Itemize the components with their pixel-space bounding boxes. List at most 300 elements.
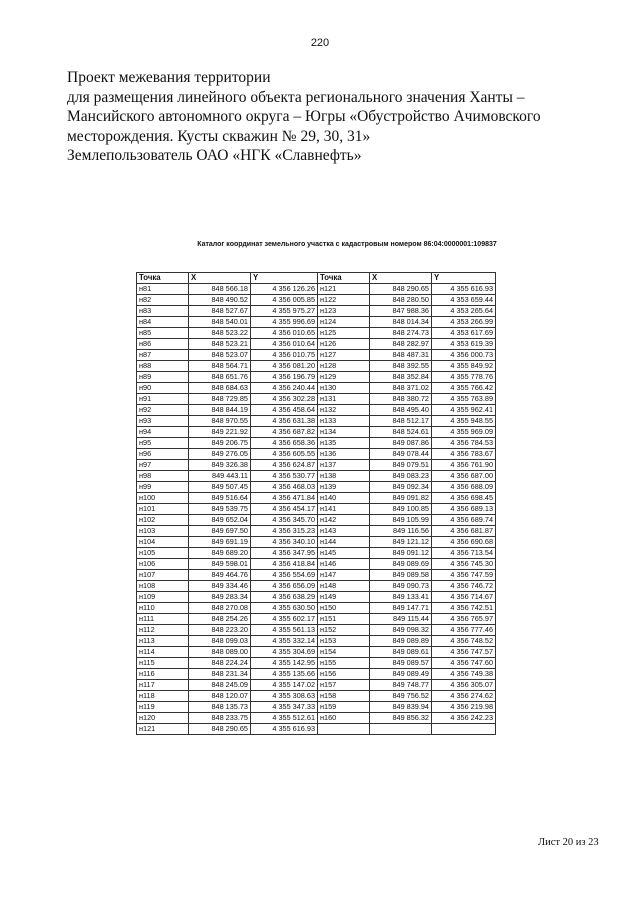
- title-line: Землепользователь ОАО «НГК «Славнефть»: [67, 147, 362, 164]
- left-y-cell: 4 356 638.29: [251, 592, 318, 603]
- table-row: [137, 317, 496, 328]
- right-point-cell: н130: [318, 383, 370, 394]
- left-point-cell: н120: [137, 713, 189, 724]
- left-point-cell: н108: [137, 581, 189, 592]
- right-y-cell: 4 356 274.62: [432, 691, 496, 702]
- table-row: [137, 548, 496, 559]
- title-line: месторождения. Кусты скважин № 29, 30, 31»: [67, 127, 371, 145]
- left-x-cell: 849 443.11: [189, 471, 251, 482]
- right-y-cell: 4 356 690.68: [432, 537, 496, 548]
- right-y-cell: [432, 724, 496, 735]
- right-x-cell: 849 121.12: [370, 537, 432, 548]
- left-y-cell: 4 355 975.27: [251, 306, 318, 317]
- right-point-cell: н127: [318, 350, 370, 361]
- left-y-cell: 4 355 332.14: [251, 636, 318, 647]
- table-row: [137, 658, 496, 669]
- left-y-cell: 4 355 602.17: [251, 614, 318, 625]
- left-point-cell: н119: [137, 702, 189, 713]
- header-point: Точка: [137, 273, 189, 284]
- left-x-cell: 849 221.92: [189, 427, 251, 438]
- left-point-cell: н84: [137, 317, 189, 328]
- left-point-cell: н117: [137, 680, 189, 691]
- left-point-cell: н83: [137, 306, 189, 317]
- table-row: [137, 504, 496, 515]
- left-y-cell: 4 355 347.33: [251, 702, 318, 713]
- table-row: [137, 636, 496, 647]
- left-point-cell: н91: [137, 394, 189, 405]
- right-x-cell: 849 089.89: [370, 636, 432, 647]
- right-point-cell: н134: [318, 427, 370, 438]
- right-point-cell: н157: [318, 680, 370, 691]
- left-x-cell: 849 283.34: [189, 592, 251, 603]
- right-y-cell: 4 356 747.59: [432, 570, 496, 581]
- left-x-cell: 848 684.63: [189, 383, 251, 394]
- left-x-cell: 849 697.50: [189, 526, 251, 537]
- right-x-cell: 849 089.58: [370, 570, 432, 581]
- right-y-cell: 4 356 746.72: [432, 581, 496, 592]
- right-y-cell: 4 353 617.69: [432, 328, 496, 339]
- right-x-cell: 848 512.17: [370, 416, 432, 427]
- left-point-cell: н113: [137, 636, 189, 647]
- coordinates-table: [136, 272, 496, 735]
- left-point-cell: н109: [137, 592, 189, 603]
- left-x-cell: 848 729.85: [189, 394, 251, 405]
- right-x-cell: 849 856.32: [370, 713, 432, 724]
- table-row: [137, 460, 496, 471]
- left-y-cell: 4 356 010.65: [251, 328, 318, 339]
- left-y-cell: 4 356 468.03: [251, 482, 318, 493]
- header-point: Точка: [318, 273, 370, 284]
- right-point-cell: н159: [318, 702, 370, 713]
- left-y-cell: 4 356 302.28: [251, 394, 318, 405]
- table-row: [137, 647, 496, 658]
- left-x-cell: 848 566.18: [189, 284, 251, 295]
- right-x-cell: 848 392.55: [370, 361, 432, 372]
- header-x: X: [370, 273, 432, 284]
- left-point-cell: н89: [137, 372, 189, 383]
- right-y-cell: 4 355 962.41: [432, 405, 496, 416]
- right-x-cell: 849 756.52: [370, 691, 432, 702]
- left-y-cell: 4 355 630.50: [251, 603, 318, 614]
- left-x-cell: 848 245.09: [189, 680, 251, 691]
- right-point-cell: н147: [318, 570, 370, 581]
- left-x-cell: 848 231.34: [189, 669, 251, 680]
- right-y-cell: 4 353 619.39: [432, 339, 496, 350]
- table-row: [137, 680, 496, 691]
- left-point-cell: н114: [137, 647, 189, 658]
- right-x-cell: 849 089.69: [370, 559, 432, 570]
- right-y-cell: 4 356 777.46: [432, 625, 496, 636]
- right-point-cell: н140: [318, 493, 370, 504]
- left-point-cell: н88: [137, 361, 189, 372]
- right-point-cell: н153: [318, 636, 370, 647]
- right-x-cell: 848 352.84: [370, 372, 432, 383]
- table-row: [137, 372, 496, 383]
- left-y-cell: 4 356 454.17: [251, 504, 318, 515]
- right-x-cell: 848 014.34: [370, 317, 432, 328]
- right-x-cell: 849 089.57: [370, 658, 432, 669]
- left-y-cell: 4 356 530.77: [251, 471, 318, 482]
- right-x-cell: 849 091.12: [370, 548, 432, 559]
- right-point-cell: н141: [318, 504, 370, 515]
- table-row: [137, 394, 496, 405]
- right-x-cell: 849 116.56: [370, 526, 432, 537]
- left-x-cell: 849 691.19: [189, 537, 251, 548]
- right-x-cell: 848 371.02: [370, 383, 432, 394]
- left-point-cell: н95: [137, 438, 189, 449]
- right-x-cell: 849 090.73: [370, 581, 432, 592]
- right-point-cell: н156: [318, 669, 370, 680]
- right-point-cell: н151: [318, 614, 370, 625]
- right-point-cell: н144: [318, 537, 370, 548]
- right-x-cell: 848 380.72: [370, 394, 432, 405]
- table-row: [137, 592, 496, 603]
- table-row: [137, 416, 496, 427]
- right-point-cell: н142: [318, 515, 370, 526]
- right-y-cell: 4 356 688.09: [432, 482, 496, 493]
- right-x-cell: 849 748.77: [370, 680, 432, 691]
- left-point-cell: н116: [137, 669, 189, 680]
- right-point-cell: н138: [318, 471, 370, 482]
- sheet-label: Лист 20 из 23: [538, 837, 599, 848]
- left-y-cell: 4 356 624.87: [251, 460, 318, 471]
- left-y-cell: 4 356 687.82: [251, 427, 318, 438]
- left-x-cell: 848 523.22: [189, 328, 251, 339]
- left-y-cell: 4 355 561.13: [251, 625, 318, 636]
- table-row: [137, 570, 496, 581]
- right-point-cell: н135: [318, 438, 370, 449]
- page-number: 220: [310, 37, 330, 49]
- table-row: [137, 284, 496, 295]
- right-point-cell: н126: [318, 339, 370, 350]
- right-point-cell: н123: [318, 306, 370, 317]
- right-point-cell: н160: [318, 713, 370, 724]
- left-point-cell: н111: [137, 614, 189, 625]
- table-row: [137, 328, 496, 339]
- left-x-cell: 848 844.19: [189, 405, 251, 416]
- table-row: [137, 537, 496, 548]
- left-y-cell: 4 355 616.93: [251, 724, 318, 735]
- left-point-cell: н106: [137, 559, 189, 570]
- left-y-cell: 4 356 418.84: [251, 559, 318, 570]
- right-x-cell: 848 290.65: [370, 284, 432, 295]
- left-x-cell: 848 564.71: [189, 361, 251, 372]
- left-y-cell: 4 356 656.09: [251, 581, 318, 592]
- table-row: [137, 603, 496, 614]
- left-y-cell: 4 356 554.69: [251, 570, 318, 581]
- right-y-cell: 4 356 305.07: [432, 680, 496, 691]
- right-x-cell: 848 274.73: [370, 328, 432, 339]
- left-point-cell: н103: [137, 526, 189, 537]
- right-x-cell: 849 089.61: [370, 647, 432, 658]
- document-title: [67, 68, 587, 166]
- right-point-cell: н149: [318, 592, 370, 603]
- right-x-cell: 849 078.44: [370, 449, 432, 460]
- left-y-cell: 4 355 304.69: [251, 647, 318, 658]
- left-point-cell: н118: [137, 691, 189, 702]
- left-point-cell: н85: [137, 328, 189, 339]
- right-point-cell: [318, 724, 370, 735]
- left-point-cell: н94: [137, 427, 189, 438]
- left-x-cell: 849 326.38: [189, 460, 251, 471]
- left-point-cell: н92: [137, 405, 189, 416]
- right-x-cell: 848 280.50: [370, 295, 432, 306]
- table-row: [137, 482, 496, 493]
- right-point-cell: н143: [318, 526, 370, 537]
- left-x-cell: 848 120.07: [189, 691, 251, 702]
- right-y-cell: 4 355 616.93: [432, 284, 496, 295]
- table-row: [137, 515, 496, 526]
- right-point-cell: н158: [318, 691, 370, 702]
- left-x-cell: 848 233.75: [189, 713, 251, 724]
- title-line: Проект межевания территории: [67, 69, 271, 86]
- left-y-cell: 4 355 135.66: [251, 669, 318, 680]
- left-y-cell: 4 356 010.75: [251, 350, 318, 361]
- left-x-cell: 848 540.01: [189, 317, 251, 328]
- right-x-cell: 849 091.82: [370, 493, 432, 504]
- right-y-cell: 4 356 747.60: [432, 658, 496, 669]
- right-x-cell: 849 100.85: [370, 504, 432, 515]
- right-x-cell: 848 487.31: [370, 350, 432, 361]
- table-row: [137, 559, 496, 570]
- right-y-cell: 4 355 778.76: [432, 372, 496, 383]
- right-x-cell: 849 083.23: [370, 471, 432, 482]
- right-y-cell: 4 356 783.67: [432, 449, 496, 460]
- left-x-cell: 849 516.64: [189, 493, 251, 504]
- header-y: Y: [432, 273, 496, 284]
- right-y-cell: 4 356 742.51: [432, 603, 496, 614]
- left-point-cell: н93: [137, 416, 189, 427]
- right-point-cell: н122: [318, 295, 370, 306]
- left-y-cell: 4 355 996.69: [251, 317, 318, 328]
- right-x-cell: 848 524.61: [370, 427, 432, 438]
- left-x-cell: 849 507.45: [189, 482, 251, 493]
- left-point-cell: н110: [137, 603, 189, 614]
- table-row: [137, 350, 496, 361]
- title-line: для размещения линейного объекта регионального значения Ханты –: [67, 88, 525, 106]
- left-y-cell: 4 356 126.26: [251, 284, 318, 295]
- right-y-cell: 4 355 948.55: [432, 416, 496, 427]
- left-point-cell: н112: [137, 625, 189, 636]
- right-x-cell: 848 495.40: [370, 405, 432, 416]
- right-point-cell: н124: [318, 317, 370, 328]
- right-y-cell: 4 356 689.74: [432, 515, 496, 526]
- table-row: [137, 306, 496, 317]
- right-point-cell: н128: [318, 361, 370, 372]
- right-x-cell: 849 147.71: [370, 603, 432, 614]
- table-row: [137, 471, 496, 482]
- left-y-cell: 4 356 658.36: [251, 438, 318, 449]
- right-x-cell: 849 089.49: [370, 669, 432, 680]
- table-row: [137, 581, 496, 592]
- left-y-cell: 4 356 340.10: [251, 537, 318, 548]
- right-y-cell: 4 356 681.87: [432, 526, 496, 537]
- table-row: [137, 669, 496, 680]
- header-x: X: [189, 273, 251, 284]
- left-y-cell: 4 356 081.20: [251, 361, 318, 372]
- left-point-cell: н101: [137, 504, 189, 515]
- left-y-cell: 4 356 347.95: [251, 548, 318, 559]
- left-x-cell: 848 523.21: [189, 339, 251, 350]
- right-point-cell: н148: [318, 581, 370, 592]
- table-row: [137, 427, 496, 438]
- right-x-cell: 849 133.41: [370, 592, 432, 603]
- left-point-cell: н98: [137, 471, 189, 482]
- right-y-cell: 4 355 766.42: [432, 383, 496, 394]
- right-point-cell: н152: [318, 625, 370, 636]
- right-y-cell: 4 356 698.45: [432, 493, 496, 504]
- right-y-cell: 4 356 747.57: [432, 647, 496, 658]
- left-y-cell: 4 356 458.64: [251, 405, 318, 416]
- left-point-cell: н107: [137, 570, 189, 581]
- left-x-cell: 848 490.52: [189, 295, 251, 306]
- left-x-cell: 848 089.00: [189, 647, 251, 658]
- left-x-cell: 849 276.05: [189, 449, 251, 460]
- left-x-cell: 849 689.20: [189, 548, 251, 559]
- left-y-cell: 4 356 345.70: [251, 515, 318, 526]
- left-point-cell: н86: [137, 339, 189, 350]
- right-x-cell: 847 988.36: [370, 306, 432, 317]
- table-row: [137, 526, 496, 537]
- left-y-cell: 4 356 196.79: [251, 372, 318, 383]
- right-y-cell: 4 355 763.89: [432, 394, 496, 405]
- right-point-cell: н133: [318, 416, 370, 427]
- table-row: [137, 361, 496, 372]
- right-y-cell: 4 356 784.53: [432, 438, 496, 449]
- left-y-cell: 4 355 308.63: [251, 691, 318, 702]
- left-x-cell: 848 527.67: [189, 306, 251, 317]
- right-x-cell: 849 087.86: [370, 438, 432, 449]
- right-y-cell: 4 356 765.97: [432, 614, 496, 625]
- left-x-cell: 848 223.20: [189, 625, 251, 636]
- left-x-cell: 849 334.46: [189, 581, 251, 592]
- right-point-cell: н137: [318, 460, 370, 471]
- left-x-cell: 848 254.26: [189, 614, 251, 625]
- left-point-cell: н96: [137, 449, 189, 460]
- right-y-cell: 4 356 242.23: [432, 713, 496, 724]
- table-row: [137, 691, 496, 702]
- left-x-cell: 848 523.07: [189, 350, 251, 361]
- left-point-cell: н81: [137, 284, 189, 295]
- table-row: [137, 438, 496, 449]
- coordinates-table-wrapper: [136, 272, 496, 735]
- right-x-cell: 849 098.32: [370, 625, 432, 636]
- right-y-cell: 4 356 687.00: [432, 471, 496, 482]
- right-x-cell: 849 115.44: [370, 614, 432, 625]
- right-y-cell: 4 355 969.09: [432, 427, 496, 438]
- left-x-cell: 849 464.76: [189, 570, 251, 581]
- title-line: Мансийского автономного округа – Югры «Обустройство Ачимовского: [67, 108, 541, 125]
- left-y-cell: 4 356 005.85: [251, 295, 318, 306]
- right-x-cell: [370, 724, 432, 735]
- table-row: [137, 702, 496, 713]
- left-x-cell: 849 598.01: [189, 559, 251, 570]
- table-row: [137, 625, 496, 636]
- right-point-cell: н139: [318, 482, 370, 493]
- right-x-cell: 849 105.99: [370, 515, 432, 526]
- left-x-cell: 849 206.75: [189, 438, 251, 449]
- left-x-cell: 849 539.75: [189, 504, 251, 515]
- right-y-cell: 4 356 749.38: [432, 669, 496, 680]
- catalog-title: Каталог координат земельного участка с кадастровым номером 86:04:0000001:109837: [197, 241, 497, 248]
- table-row: [137, 339, 496, 350]
- table-row: [137, 383, 496, 394]
- table-row: [137, 449, 496, 460]
- table-row: [137, 713, 496, 724]
- left-y-cell: 4 356 471.84: [251, 493, 318, 504]
- table-row: [137, 493, 496, 504]
- right-y-cell: 4 353 265.64: [432, 306, 496, 317]
- right-point-cell: н125: [318, 328, 370, 339]
- left-point-cell: н105: [137, 548, 189, 559]
- right-point-cell: н154: [318, 647, 370, 658]
- right-point-cell: н132: [318, 405, 370, 416]
- right-point-cell: н121: [318, 284, 370, 295]
- left-y-cell: 4 356 010.64: [251, 339, 318, 350]
- right-x-cell: 848 282.97: [370, 339, 432, 350]
- right-point-cell: н131: [318, 394, 370, 405]
- table-row: [137, 614, 496, 625]
- table-row: [137, 295, 496, 306]
- left-y-cell: 4 355 147.02: [251, 680, 318, 691]
- right-y-cell: 4 353 266.99: [432, 317, 496, 328]
- left-point-cell: н102: [137, 515, 189, 526]
- left-point-cell: н99: [137, 482, 189, 493]
- left-y-cell: 4 355 142.95: [251, 658, 318, 669]
- left-point-cell: н100: [137, 493, 189, 504]
- right-y-cell: 4 356 745.30: [432, 559, 496, 570]
- right-point-cell: н129: [318, 372, 370, 383]
- left-x-cell: 849 652.04: [189, 515, 251, 526]
- right-x-cell: 849 092.34: [370, 482, 432, 493]
- left-y-cell: 4 356 631.38: [251, 416, 318, 427]
- left-point-cell: н121: [137, 724, 189, 735]
- left-point-cell: н82: [137, 295, 189, 306]
- right-point-cell: н145: [318, 548, 370, 559]
- right-point-cell: н136: [318, 449, 370, 460]
- right-point-cell: н146: [318, 559, 370, 570]
- right-y-cell: 4 353 659.44: [432, 295, 496, 306]
- left-point-cell: н87: [137, 350, 189, 361]
- left-point-cell: н115: [137, 658, 189, 669]
- left-y-cell: 4 355 512.61: [251, 713, 318, 724]
- right-x-cell: 849 079.51: [370, 460, 432, 471]
- right-y-cell: 4 356 689.13: [432, 504, 496, 515]
- left-x-cell: 848 270.08: [189, 603, 251, 614]
- left-x-cell: 848 224.24: [189, 658, 251, 669]
- right-y-cell: 4 356 713.54: [432, 548, 496, 559]
- right-y-cell: 4 356 219.98: [432, 702, 496, 713]
- header-y: Y: [251, 273, 318, 284]
- left-point-cell: н90: [137, 383, 189, 394]
- left-x-cell: 848 135.73: [189, 702, 251, 713]
- right-y-cell: 4 356 748.52: [432, 636, 496, 647]
- right-y-cell: 4 356 761.90: [432, 460, 496, 471]
- table-row: [137, 724, 496, 735]
- left-y-cell: 4 356 315.23: [251, 526, 318, 537]
- left-x-cell: 848 099.03: [189, 636, 251, 647]
- left-x-cell: 848 290.65: [189, 724, 251, 735]
- table-header-row: [137, 273, 496, 284]
- right-y-cell: 4 356 714.67: [432, 592, 496, 603]
- left-point-cell: н104: [137, 537, 189, 548]
- right-y-cell: 4 356 000.73: [432, 350, 496, 361]
- left-x-cell: 848 970.55: [189, 416, 251, 427]
- right-point-cell: н155: [318, 658, 370, 669]
- right-y-cell: 4 355 849.92: [432, 361, 496, 372]
- right-point-cell: н150: [318, 603, 370, 614]
- left-y-cell: 4 356 240.44: [251, 383, 318, 394]
